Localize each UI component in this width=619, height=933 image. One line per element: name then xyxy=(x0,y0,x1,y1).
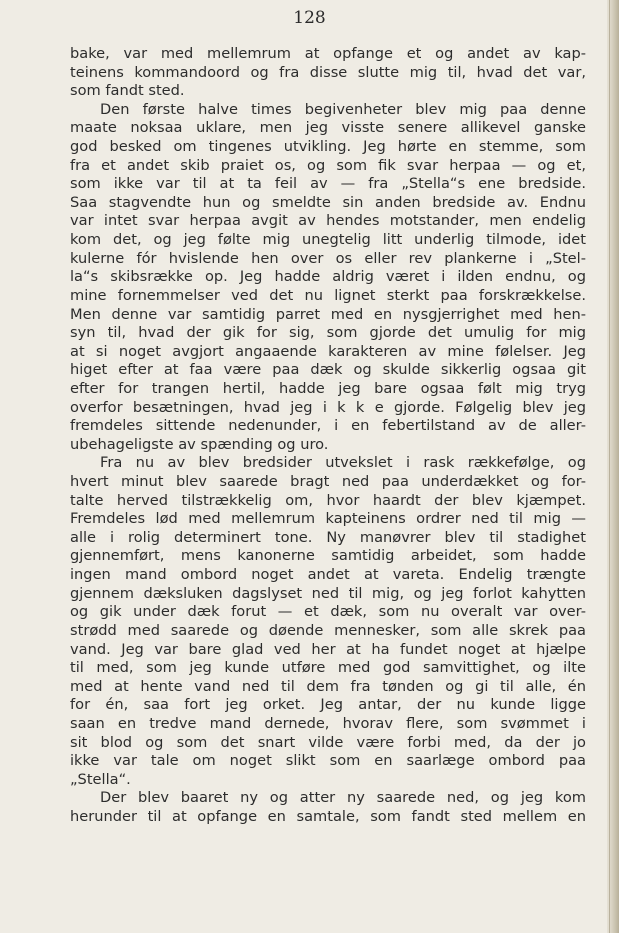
text-line: hvert minut blev saarede bragt ned paa underdækket og for- xyxy=(70,473,586,491)
text-line: god besked om tingenes utvikling. Jeg hørte en stemme, som xyxy=(70,138,586,156)
text-line: herunder til at opfange en samtale, som fandt sted mellem en xyxy=(70,807,586,825)
text-line: bake, var med mellemrum at opfange et og andet av kap- xyxy=(70,45,586,62)
text-line: maate noksaa uklare, men jeg visste senere allikevel ganske xyxy=(70,119,586,137)
text-line: kom det, og jeg følte mig unegtelig litt underlig tilmode, idet xyxy=(70,231,586,249)
text-line: overfor besætningen, hvad jeg i k k e gjorde. Følgelig blev jeg xyxy=(70,398,586,416)
text-line: Men denne var samtidig parret med en nysgjerrighet med hen- xyxy=(70,305,586,323)
text-line: med at hente vand ned til dem fra tønden og gi til alle, én xyxy=(70,677,586,695)
text-line: ingen mand ombord noget andet at vareta. Endelig trængte xyxy=(70,566,586,584)
text-line: for én, saa fort jeg orket. Jeg antar, der nu kunde ligge xyxy=(70,696,586,714)
text-line: efter for trangen hertil, hadde jeg bare ogsaa følt mig tryg xyxy=(70,379,586,397)
text-line: higet efter at faa være paa dæk og skulde sikkerlig ogsaa git xyxy=(70,361,586,379)
text-line: talte herved tilstrækkelig om, hvor haardt der blev kjæmpet. xyxy=(70,491,586,509)
text-line: mine fornemmelser ved det nu lignet sterkt paa forskrækkelse. xyxy=(70,286,586,304)
text-line: som ikke var til at ta feil av — fra „Stella“s ene bredside. xyxy=(70,175,586,193)
text-line: som fandt sted. xyxy=(70,82,185,100)
text-line: alle i rolig determinert tone. Ny manøvrer blev til stadighet xyxy=(70,528,586,546)
text-line: var intet svar herpaa avgit av hendes motstander, men endelig xyxy=(70,212,586,230)
text-line: Der blev baaret ny og atter ny saarede ned, og jeg kom xyxy=(100,789,586,807)
text-line: og gik under dæk forut — et dæk, som nu overalt var over- xyxy=(70,603,586,621)
text-line: Saa stagvendte hun og smeldte sin anden bredside av. Endnu xyxy=(70,193,586,211)
text-line: saan en tredve mand dernede, hvorav flere, som svømmet i xyxy=(70,714,586,732)
text-line: syn til, hvad der gik for sig, som gjorde det umulig for mig xyxy=(70,324,586,342)
text-line: vand. Jeg var bare glad ved her at ha fundet noget at hjælpe xyxy=(70,640,586,658)
text-line: Fremdeles lød med mellemrum kapteinens ordrer ned til mig — xyxy=(70,510,586,528)
text-line: gjennemført, mens kanonerne samtidig arbeidet, som hadde xyxy=(70,547,586,565)
text-line: Fra nu av blev bredsider utvekslet i rask rækkefølge, og xyxy=(100,454,586,472)
text-line: at si noget avgjort angaaende karakteren av mine følelser. Jeg xyxy=(70,342,586,360)
text-line: Den første halve times begivenheter blev mig paa denne xyxy=(100,100,586,118)
text-line: gjennem dæksluken dagslyset ned til mig, og jeg forlot kahytten xyxy=(70,584,586,602)
text-line: fra et andet skib praiet os, og som fik svar herpaa — og et, xyxy=(70,156,586,174)
text-line: sit blod og som det snart vilde være forbi med, da der jo xyxy=(70,733,586,751)
text-line: la“s skibsrække op. Jeg hadde aldrig været i ilden endnu, og xyxy=(70,268,586,286)
text-line: teinens kommandoord og fra disse slutte mig til, hvad det var, xyxy=(70,63,586,81)
body-text xyxy=(70,45,586,827)
text-line: ikke var tale om noget slikt som en saarlæge ombord paa xyxy=(70,752,586,770)
text-line: kulerne fór hvislende hen over os eller rev plankerne i „Stel- xyxy=(70,249,586,267)
text-line: ubehageligste av spænding og uro. xyxy=(70,435,329,453)
text-line: „Stella“. xyxy=(70,770,131,788)
text-line: strødd med saarede og døende mennesker, som alle skrek paa xyxy=(70,621,586,639)
text-line: til med, som jeg kunde utføre med god samvittighet, og ilte xyxy=(70,659,586,677)
page-edge-line xyxy=(609,0,610,933)
text-line: fremdeles sittende nedenunder, i en febertilstand av de aller- xyxy=(70,417,586,435)
page-number: 128 xyxy=(293,8,326,28)
